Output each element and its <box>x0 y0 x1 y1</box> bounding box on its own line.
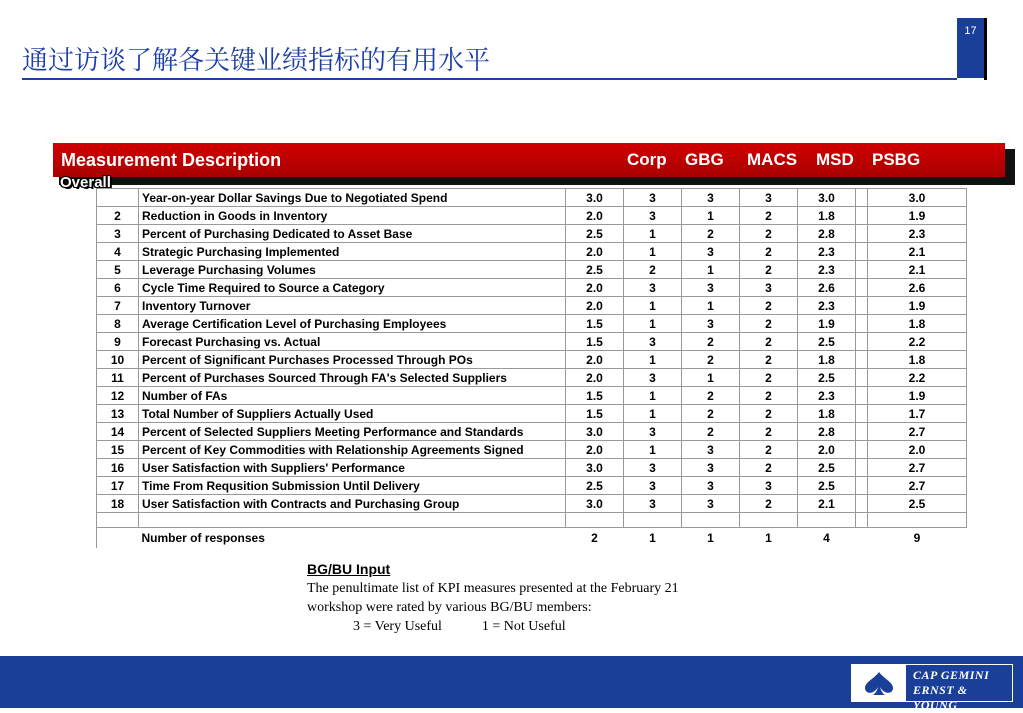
row-score-overall: 1.7 <box>868 405 967 423</box>
row-description: User Satisfaction with Contracts and Purchasing Group <box>139 495 566 513</box>
row-score-psbg: 1.8 <box>798 351 856 369</box>
row-score-gbg: 1 <box>624 297 682 315</box>
blank-row <box>97 513 967 528</box>
row-score-overall: 2.3 <box>868 225 967 243</box>
row-score-gbg: 3 <box>624 279 682 297</box>
blank-cell <box>139 513 566 528</box>
row-score-overall: 2.0 <box>868 441 967 459</box>
row-number: 10 <box>97 351 139 369</box>
row-score-msd: 2 <box>740 243 798 261</box>
row-spacer <box>856 405 868 423</box>
row-score-msd: 2 <box>740 495 798 513</box>
row-number: 3 <box>97 225 139 243</box>
row-description: Percent of Purchases Sourced Through FA's Selected Suppliers <box>139 369 566 387</box>
row-score-macs: 3 <box>682 441 740 459</box>
table-row <box>97 405 967 423</box>
row-score-corp: 2.5 <box>566 225 624 243</box>
row-score-corp: 1.5 <box>566 333 624 351</box>
row-score-macs: 2 <box>682 405 740 423</box>
row-score-overall: 3.0 <box>868 189 967 207</box>
blank-cell <box>798 513 856 528</box>
table-row <box>97 243 967 261</box>
row-score-gbg: 3 <box>624 495 682 513</box>
row-score-overall: 1.8 <box>868 315 967 333</box>
table-row <box>97 495 967 513</box>
blank-cell <box>868 513 967 528</box>
blank-cell <box>566 513 624 528</box>
row-score-msd: 2 <box>740 387 798 405</box>
table-row <box>97 423 967 441</box>
row-score-corp: 3.0 <box>566 459 624 477</box>
row-score-psbg: 2.6 <box>798 279 856 297</box>
row-score-gbg: 3 <box>624 207 682 225</box>
row-score-gbg: 1 <box>624 351 682 369</box>
blank-cell <box>624 513 682 528</box>
row-description: User Satisfaction with Suppliers' Performance <box>139 459 566 477</box>
row-score-msd: 2 <box>740 351 798 369</box>
row-description: Leverage Purchasing Volumes <box>139 261 566 279</box>
note-line-1: The penultimate list of KPI measures presented at the February 21 <box>307 581 679 596</box>
row-score-gbg: 3 <box>624 333 682 351</box>
row-score-psbg: 2.5 <box>798 459 856 477</box>
row-score-macs: 1 <box>682 207 740 225</box>
row-spacer <box>856 189 868 207</box>
row-score-corp: 2.0 <box>566 351 624 369</box>
row-score-psbg: 2.8 <box>798 423 856 441</box>
note-title: BG/BU Input <box>307 561 391 577</box>
row-score-corp: 2.0 <box>566 297 624 315</box>
row-score-corp: 3.0 <box>566 495 624 513</box>
row-score-corp: 3.0 <box>566 189 624 207</box>
column-corp: Corp <box>627 150 667 169</box>
row-score-corp: 2.0 <box>566 243 624 261</box>
row-number: 8 <box>97 315 139 333</box>
row-score-macs: 1 <box>682 369 740 387</box>
row-score-msd: 3 <box>740 279 798 297</box>
row-description: Time From Requsition Submission Until Delivery <box>139 477 566 495</box>
row-score-overall: 1.9 <box>868 297 967 315</box>
scale-very-useful: 3 = Very Useful <box>353 619 442 634</box>
company-logo <box>851 664 1013 712</box>
row-spacer <box>856 459 868 477</box>
row-score-msd: 2 <box>740 369 798 387</box>
logo-line-2: ERNST & YOUNG <box>913 683 968 712</box>
row-score-gbg: 1 <box>624 405 682 423</box>
row-score-macs: 1 <box>682 297 740 315</box>
row-score-msd: 2 <box>740 459 798 477</box>
row-number <box>97 189 139 207</box>
row-score-macs: 2 <box>682 387 740 405</box>
row-spacer <box>856 315 868 333</box>
row-spacer <box>856 387 868 405</box>
row-score-psbg: 2.3 <box>798 261 856 279</box>
column-psbg: PSBG <box>872 150 921 169</box>
table-row <box>97 261 967 279</box>
measurement-description-heading: Measurement Description <box>61 150 282 170</box>
row-spacer <box>856 441 868 459</box>
logo-text <box>907 665 1012 712</box>
row-score-overall: 2.2 <box>868 333 967 351</box>
row-spacer <box>856 207 868 225</box>
responses-overall: 9 <box>913 531 921 545</box>
row-score-overall: 2.6 <box>868 279 967 297</box>
row-score-gbg: 3 <box>624 369 682 387</box>
row-number: 2 <box>97 207 139 225</box>
row-score-gbg: 1 <box>624 441 682 459</box>
row-number: 7 <box>97 297 139 315</box>
row-description: Inventory Turnover <box>139 297 566 315</box>
responses-gbg: 1 <box>649 531 656 545</box>
rating-scale <box>307 617 679 636</box>
row-score-macs: 1 <box>682 261 740 279</box>
row-score-overall: 1.9 <box>868 387 967 405</box>
row-number: 15 <box>97 441 139 459</box>
row-number: 4 <box>97 243 139 261</box>
blank-cell <box>682 513 740 528</box>
blank-cell <box>856 513 868 528</box>
column-msd: MSD <box>816 150 854 169</box>
row-score-msd: 2 <box>740 441 798 459</box>
row-score-msd: 3 <box>740 477 798 495</box>
row-score-overall: 2.7 <box>868 459 967 477</box>
row-score-macs: 3 <box>682 243 740 261</box>
row-score-gbg: 2 <box>624 261 682 279</box>
row-score-corp: 3.0 <box>566 423 624 441</box>
row-score-msd: 2 <box>740 225 798 243</box>
row-number: 18 <box>97 495 139 513</box>
row-score-gbg: 3 <box>624 477 682 495</box>
row-score-overall: 2.2 <box>868 369 967 387</box>
row-score-macs: 2 <box>682 225 740 243</box>
row-number: 12 <box>97 387 139 405</box>
table-row <box>97 351 967 369</box>
table-row <box>97 315 967 333</box>
row-score-corp: 2.0 <box>566 279 624 297</box>
row-score-msd: 2 <box>740 333 798 351</box>
row-number: 9 <box>97 333 139 351</box>
row-score-macs: 3 <box>682 315 740 333</box>
title-underline <box>22 78 957 80</box>
row-description: Reduction in Goods in Inventory <box>139 207 566 225</box>
column-macs: MACS <box>747 150 798 169</box>
column-gbg: GBG <box>685 150 724 169</box>
responses-psbg: 4 <box>823 531 830 545</box>
row-number: 5 <box>97 261 139 279</box>
page-number-shadow <box>984 18 987 80</box>
logo-line-1: CAP GEMINI <box>913 668 990 682</box>
row-score-psbg: 2.8 <box>798 225 856 243</box>
row-score-macs: 3 <box>682 189 740 207</box>
row-score-gbg: 1 <box>624 225 682 243</box>
row-score-psbg: 2.3 <box>798 297 856 315</box>
row-number: 11 <box>97 369 139 387</box>
table-row <box>97 207 967 225</box>
row-score-corp: 1.5 <box>566 405 624 423</box>
row-description: Percent of Purchasing Dedicated to Asset Base <box>139 225 566 243</box>
table-row <box>97 333 967 351</box>
row-score-overall: 2.5 <box>868 495 967 513</box>
row-score-psbg: 2.5 <box>798 369 856 387</box>
row-spacer <box>856 333 868 351</box>
row-score-macs: 2 <box>682 351 740 369</box>
row-number: 6 <box>97 279 139 297</box>
row-score-gbg: 3 <box>624 459 682 477</box>
row-score-corp: 1.5 <box>566 387 624 405</box>
kpi-table <box>96 188 967 548</box>
row-score-gbg: 3 <box>624 189 682 207</box>
responses-label: Number of responses <box>141 531 265 545</box>
row-description: Total Number of Suppliers Actually Used <box>139 405 566 423</box>
column-overall: Overall <box>60 174 111 191</box>
row-score-macs: 3 <box>682 495 740 513</box>
row-number: 16 <box>97 459 139 477</box>
row-score-corp: 2.5 <box>566 261 624 279</box>
row-score-macs: 3 <box>682 279 740 297</box>
row-score-macs: 3 <box>682 459 740 477</box>
row-spacer <box>856 279 868 297</box>
row-description: Forecast Purchasing vs. Actual <box>139 333 566 351</box>
blank-cell <box>740 513 798 528</box>
row-spacer <box>856 423 868 441</box>
row-score-psbg: 2.5 <box>798 477 856 495</box>
row-description: Number of FAs <box>139 387 566 405</box>
row-score-corp: 2.5 <box>566 477 624 495</box>
responses-spacer <box>856 528 868 549</box>
table-row <box>97 441 967 459</box>
scale-not-useful: 1 = Not Useful <box>481 619 566 634</box>
table-row <box>97 297 967 315</box>
row-score-corp: 2.0 <box>566 441 624 459</box>
table-row <box>97 459 967 477</box>
row-score-psbg: 2.3 <box>798 387 856 405</box>
row-score-gbg: 3 <box>624 423 682 441</box>
responses-num <box>97 528 139 549</box>
row-score-msd: 2 <box>740 207 798 225</box>
row-score-overall: 2.7 <box>868 477 967 495</box>
row-score-psbg: 1.9 <box>798 315 856 333</box>
row-score-overall: 1.9 <box>868 207 967 225</box>
spade-icon <box>852 665 907 701</box>
row-score-psbg: 1.8 <box>798 405 856 423</box>
row-description: Percent of Key Commodities with Relationship Agreements Signed <box>139 441 566 459</box>
row-score-corp: 2.0 <box>566 369 624 387</box>
row-number: 17 <box>97 477 139 495</box>
row-score-msd: 2 <box>740 315 798 333</box>
responses-row <box>97 528 967 549</box>
row-spacer <box>856 297 868 315</box>
row-score-psbg: 2.1 <box>798 495 856 513</box>
row-score-corp: 1.5 <box>566 315 624 333</box>
row-spacer <box>856 495 868 513</box>
row-score-overall: 2.1 <box>868 261 967 279</box>
row-score-psbg: 3.0 <box>798 189 856 207</box>
row-spacer <box>856 261 868 279</box>
table-row <box>97 387 967 405</box>
table-row <box>97 225 967 243</box>
row-number: 13 <box>97 405 139 423</box>
row-score-msd: 3 <box>740 189 798 207</box>
row-number: 14 <box>97 423 139 441</box>
row-spacer <box>856 225 868 243</box>
row-score-msd: 2 <box>740 405 798 423</box>
row-score-gbg: 1 <box>624 315 682 333</box>
responses-corp: 2 <box>591 531 598 545</box>
responses-msd: 1 <box>765 531 772 545</box>
row-description: Percent of Selected Suppliers Meeting Performance and Standards <box>139 423 566 441</box>
row-score-msd: 2 <box>740 261 798 279</box>
row-score-overall: 2.1 <box>868 243 967 261</box>
row-score-psbg: 1.8 <box>798 207 856 225</box>
row-score-psbg: 2.3 <box>798 243 856 261</box>
row-score-psbg: 2.0 <box>798 441 856 459</box>
row-score-msd: 2 <box>740 423 798 441</box>
note-line-2: workshop were rated by various BG/BU members: <box>307 600 592 615</box>
table-row <box>97 279 967 297</box>
row-spacer <box>856 351 868 369</box>
table-row <box>97 477 967 495</box>
blank-cell <box>97 513 139 528</box>
row-spacer <box>856 477 868 495</box>
row-description: Year-on-year Dollar Savings Due to Negotiated Spend <box>139 189 566 207</box>
row-description: Strategic Purchasing Implemented <box>139 243 566 261</box>
responses-macs: 1 <box>707 531 714 545</box>
page-title: 通过访谈了解各关键业绩指标的有用水平 <box>22 46 491 76</box>
row-score-macs: 3 <box>682 477 740 495</box>
row-score-macs: 2 <box>682 423 740 441</box>
row-score-overall: 1.8 <box>868 351 967 369</box>
row-score-msd: 2 <box>740 297 798 315</box>
row-spacer <box>856 369 868 387</box>
table-header-bar <box>53 143 1005 177</box>
row-score-corp: 2.0 <box>566 207 624 225</box>
bg-bu-input-note <box>307 560 679 636</box>
table-row <box>97 369 967 387</box>
row-spacer <box>856 243 868 261</box>
row-score-overall: 2.7 <box>868 423 967 441</box>
row-score-psbg: 2.5 <box>798 333 856 351</box>
table-row <box>97 189 967 207</box>
page-number: 17 <box>957 18 984 78</box>
row-score-macs: 2 <box>682 333 740 351</box>
row-score-gbg: 1 <box>624 243 682 261</box>
row-description: Cycle Time Required to Source a Category <box>139 279 566 297</box>
row-description: Average Certification Level of Purchasing Employees <box>139 315 566 333</box>
row-description: Percent of Significant Purchases Processed Through POs <box>139 351 566 369</box>
row-score-gbg: 1 <box>624 387 682 405</box>
